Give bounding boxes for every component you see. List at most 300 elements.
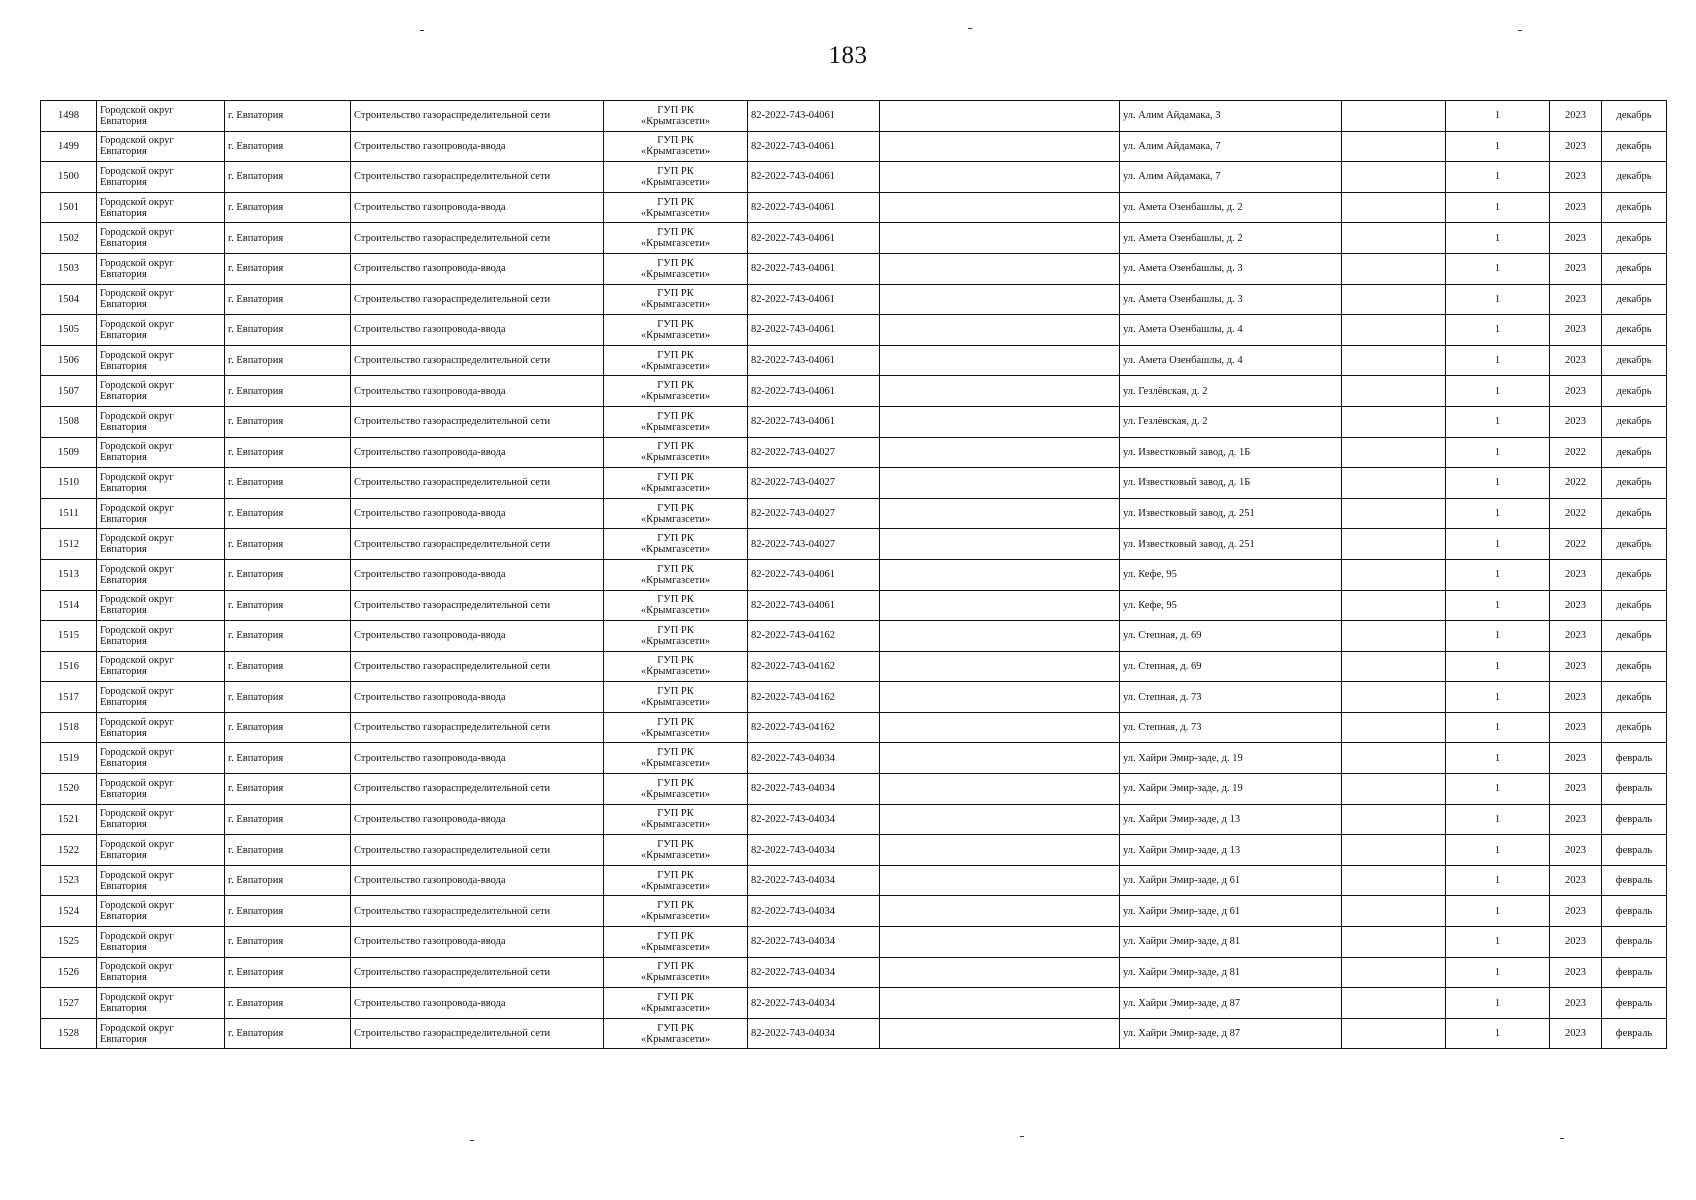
district-cell-line: Городской округ <box>100 655 174 667</box>
quantity-cell: 1 <box>1446 927 1550 958</box>
district-cell-line: Евпатория <box>100 635 147 647</box>
organization-cell-line: «Крымгазсети» <box>640 360 711 372</box>
work-type-cell: Строительство газораспределительной сети <box>351 101 604 132</box>
year-cell: 2022 <box>1550 529 1602 560</box>
district-cell <box>97 284 225 315</box>
district-cell-line: Городской округ <box>100 502 174 514</box>
district-cell-line: Городской округ <box>100 716 174 728</box>
city-cell: г. Евпатория <box>225 804 351 835</box>
project-code-cell: 82-2022-743-04034 <box>748 865 880 896</box>
year-cell: 2023 <box>1550 896 1602 927</box>
month-cell: февраль <box>1602 896 1667 927</box>
city-cell: г. Евпатория <box>225 253 351 284</box>
city-cell: г. Евпатория <box>225 988 351 1019</box>
quantity-cell: 1 <box>1446 896 1550 927</box>
empty-cell <box>1342 1018 1446 1049</box>
empty-cell <box>1342 131 1446 162</box>
district-cell-line: Городской округ <box>100 288 174 300</box>
month-cell: декабрь <box>1602 468 1667 499</box>
organization-cell-line: «Крымгазсети» <box>640 299 711 311</box>
address-cell: ул. Алим Айдамака, 3 <box>1120 101 1342 132</box>
work-type-cell: Строительство газопровода-ввода <box>351 192 604 223</box>
organization-cell <box>604 315 748 346</box>
empty-cell <box>880 621 1120 652</box>
row-number: 1499 <box>41 131 97 162</box>
empty-cell <box>880 315 1120 346</box>
address-cell: ул. Хайри Эмир-заде, д. 19 <box>1120 743 1342 774</box>
district-cell-line: Евпатория <box>100 819 147 831</box>
work-type-cell: Строительство газораспределительной сети <box>351 712 604 743</box>
district-cell-line: Городской округ <box>100 839 174 851</box>
district-cell-line: Городской округ <box>100 410 174 422</box>
organization-cell-line: «Крымгазсети» <box>640 574 711 586</box>
scan-speck <box>968 28 972 29</box>
project-code-cell: 82-2022-743-04034 <box>748 835 880 866</box>
empty-cell <box>880 253 1120 284</box>
project-code-cell: 82-2022-743-04061 <box>748 590 880 621</box>
district-cell-line: Евпатория <box>100 360 147 372</box>
row-number: 1522 <box>41 835 97 866</box>
table-row <box>41 559 1667 590</box>
table-row <box>41 896 1667 927</box>
district-cell <box>97 804 225 835</box>
organization-cell-line: «Крымгазсети» <box>640 788 711 800</box>
district-cell-line: Городской округ <box>100 747 174 759</box>
address-cell: ул. Амета Озенбашлы, д. 3 <box>1120 284 1342 315</box>
city-cell: г. Евпатория <box>225 437 351 468</box>
organization-cell-line: «Крымгазсети» <box>640 544 711 556</box>
row-number: 1528 <box>41 1018 97 1049</box>
work-type-cell: Строительство газопровода-ввода <box>351 315 604 346</box>
month-cell: декабрь <box>1602 376 1667 407</box>
organization-cell-line: «Крымгазсети» <box>640 1003 711 1015</box>
empty-cell <box>880 529 1120 560</box>
organization-cell-line: ГУП РК <box>657 165 694 177</box>
quantity-cell: 1 <box>1446 682 1550 713</box>
quantity-cell: 1 <box>1446 743 1550 774</box>
quantity-cell: 1 <box>1446 590 1550 621</box>
district-cell-line: Евпатория <box>100 299 147 311</box>
empty-cell <box>1342 376 1446 407</box>
year-cell: 2023 <box>1550 804 1602 835</box>
month-cell: декабрь <box>1602 253 1667 284</box>
city-cell: г. Евпатория <box>225 651 351 682</box>
year-cell: 2023 <box>1550 927 1602 958</box>
empty-cell <box>880 865 1120 896</box>
district-cell <box>97 957 225 988</box>
district-cell-line: Евпатория <box>100 1003 147 1015</box>
district-cell-line: Евпатория <box>100 1033 147 1045</box>
organization-cell-line: «Крымгазсети» <box>640 880 711 892</box>
month-cell: декабрь <box>1602 315 1667 346</box>
year-cell: 2023 <box>1550 1018 1602 1049</box>
table-row <box>41 651 1667 682</box>
district-cell-line: Евпатория <box>100 972 147 984</box>
district-cell <box>97 101 225 132</box>
organization-cell <box>604 406 748 437</box>
row-number: 1510 <box>41 468 97 499</box>
district-cell <box>97 406 225 437</box>
empty-cell <box>1342 774 1446 805</box>
empty-cell <box>880 192 1120 223</box>
address-cell: ул. Хайри Эмир-заде, д 87 <box>1120 1018 1342 1049</box>
empty-cell <box>1342 345 1446 376</box>
row-number: 1498 <box>41 101 97 132</box>
month-cell: февраль <box>1602 927 1667 958</box>
project-code-cell: 82-2022-743-04061 <box>748 315 880 346</box>
year-cell: 2023 <box>1550 590 1602 621</box>
empty-cell <box>1342 835 1446 866</box>
district-cell-line: Городской округ <box>100 318 174 330</box>
district-cell-line: Евпатория <box>100 850 147 862</box>
month-cell: декабрь <box>1602 651 1667 682</box>
empty-cell <box>1342 498 1446 529</box>
quantity-cell: 1 <box>1446 131 1550 162</box>
empty-cell <box>1342 621 1446 652</box>
year-cell: 2023 <box>1550 682 1602 713</box>
organization-cell-line: ГУП РК <box>657 410 694 422</box>
year-cell: 2023 <box>1550 345 1602 376</box>
work-type-cell: Строительство газораспределительной сети <box>351 957 604 988</box>
year-cell: 2023 <box>1550 835 1602 866</box>
row-number: 1505 <box>41 315 97 346</box>
district-cell <box>97 988 225 1019</box>
table-row <box>41 682 1667 713</box>
organization-cell-line: ГУП РК <box>657 930 694 942</box>
district-cell <box>97 437 225 468</box>
empty-cell <box>880 284 1120 315</box>
quantity-cell: 1 <box>1446 284 1550 315</box>
district-cell-line: Городской округ <box>100 227 174 239</box>
city-cell: г. Евпатория <box>225 590 351 621</box>
organization-cell <box>604 468 748 499</box>
organization-cell-line: ГУП РК <box>657 257 694 269</box>
organization-cell-line: ГУП РК <box>657 441 694 453</box>
organization-cell-line: ГУП РК <box>657 808 694 820</box>
table-row <box>41 162 1667 193</box>
project-code-cell: 82-2022-743-04061 <box>748 192 880 223</box>
year-cell: 2023 <box>1550 559 1602 590</box>
district-cell-line: Евпатория <box>100 880 147 892</box>
empty-cell <box>1342 927 1446 958</box>
district-cell <box>97 927 225 958</box>
district-cell-line: Городской округ <box>100 165 174 177</box>
row-number: 1506 <box>41 345 97 376</box>
scan-speck <box>1560 1138 1564 1139</box>
table-row <box>41 590 1667 621</box>
row-number: 1503 <box>41 253 97 284</box>
district-cell-line: Городской округ <box>100 135 174 147</box>
city-cell: г. Евпатория <box>225 345 351 376</box>
table-row <box>41 621 1667 652</box>
organization-cell-line: «Крымгазсети» <box>640 1033 711 1045</box>
empty-cell <box>1342 743 1446 774</box>
address-cell: ул. Степная, д. 69 <box>1120 621 1342 652</box>
address-cell: ул. Известковый завод, д. 1Б <box>1120 437 1342 468</box>
empty-cell <box>1342 957 1446 988</box>
row-number: 1525 <box>41 927 97 958</box>
organization-cell-line: ГУП РК <box>657 655 694 667</box>
organization-cell-line: «Крымгазсети» <box>640 146 711 158</box>
quantity-cell: 1 <box>1446 712 1550 743</box>
work-type-cell: Строительство газопровода-ввода <box>351 927 604 958</box>
city-cell: г. Евпатория <box>225 162 351 193</box>
row-number: 1521 <box>41 804 97 835</box>
row-number: 1504 <box>41 284 97 315</box>
organization-cell-line: ГУП РК <box>657 227 694 239</box>
table-row <box>41 835 1667 866</box>
year-cell: 2023 <box>1550 284 1602 315</box>
empty-cell <box>880 957 1120 988</box>
row-number: 1514 <box>41 590 97 621</box>
registry-body <box>41 101 1667 1049</box>
organization-cell-line: ГУП РК <box>657 135 694 147</box>
organization-cell-line: «Крымгазсети» <box>640 268 711 280</box>
address-cell: ул. Амета Озенбашлы, д. 2 <box>1120 192 1342 223</box>
address-cell: ул. Алим Айдамака, 7 <box>1120 131 1342 162</box>
district-cell-line: Евпатория <box>100 605 147 617</box>
project-code-cell: 82-2022-743-04061 <box>748 253 880 284</box>
district-cell-line: Евпатория <box>100 574 147 586</box>
district-cell-line: Городской округ <box>100 104 174 116</box>
city-cell: г. Евпатория <box>225 957 351 988</box>
district-cell-line: Городской округ <box>100 777 174 789</box>
empty-cell <box>1342 988 1446 1019</box>
organization-cell <box>604 621 748 652</box>
organization-cell-line: «Крымгазсети» <box>640 666 711 678</box>
organization-cell-line: ГУП РК <box>657 992 694 1004</box>
quantity-cell: 1 <box>1446 865 1550 896</box>
empty-cell <box>1342 437 1446 468</box>
district-cell-line: Городской округ <box>100 869 174 881</box>
table-row <box>41 957 1667 988</box>
table-row <box>41 223 1667 254</box>
table-row <box>41 468 1667 499</box>
empty-cell <box>880 101 1120 132</box>
empty-cell <box>1342 253 1446 284</box>
empty-cell <box>1342 865 1446 896</box>
work-type-cell: Строительство газопровода-ввода <box>351 743 604 774</box>
district-cell-line: Городской округ <box>100 961 174 973</box>
organization-cell-line: «Крымгазсети» <box>640 176 711 188</box>
organization-cell-line: «Крымгазсети» <box>640 391 711 403</box>
organization-cell <box>604 957 748 988</box>
month-cell: декабрь <box>1602 284 1667 315</box>
city-cell: г. Евпатория <box>225 101 351 132</box>
project-code-cell: 82-2022-743-04061 <box>748 376 880 407</box>
city-cell: г. Евпатория <box>225 192 351 223</box>
table-row <box>41 712 1667 743</box>
empty-cell <box>880 743 1120 774</box>
month-cell: декабрь <box>1602 437 1667 468</box>
district-cell-line: Евпатория <box>100 697 147 709</box>
district-cell-line: Городской округ <box>100 380 174 392</box>
project-code-cell: 82-2022-743-04061 <box>748 406 880 437</box>
district-cell-line: Городской округ <box>100 1022 174 1034</box>
address-cell: ул. Гезлёвская, д. 2 <box>1120 376 1342 407</box>
organization-cell-line: «Крымгазсети» <box>640 727 711 739</box>
row-number: 1507 <box>41 376 97 407</box>
quantity-cell: 1 <box>1446 253 1550 284</box>
city-cell: г. Евпатория <box>225 315 351 346</box>
month-cell: февраль <box>1602 804 1667 835</box>
district-cell <box>97 1018 225 1049</box>
district-cell-line: Евпатория <box>100 513 147 525</box>
work-type-cell: Строительство газораспределительной сети <box>351 162 604 193</box>
month-cell: февраль <box>1602 957 1667 988</box>
project-code-cell: 82-2022-743-04061 <box>748 559 880 590</box>
table-row <box>41 865 1667 896</box>
address-cell: ул. Хайри Эмир-заде, д 61 <box>1120 896 1342 927</box>
organization-cell-line: ГУП РК <box>657 104 694 116</box>
district-cell <box>97 253 225 284</box>
row-number: 1501 <box>41 192 97 223</box>
quantity-cell: 1 <box>1446 559 1550 590</box>
address-cell: ул. Амета Озенбашлы, д. 4 <box>1120 345 1342 376</box>
district-cell <box>97 559 225 590</box>
scan-speck <box>1020 1136 1024 1137</box>
organization-cell-line: «Крымгазсети» <box>640 452 711 464</box>
project-code-cell: 82-2022-743-04162 <box>748 712 880 743</box>
work-type-cell: Строительство газопровода-ввода <box>351 621 604 652</box>
table-row <box>41 498 1667 529</box>
table-row <box>41 284 1667 315</box>
district-cell <box>97 682 225 713</box>
work-type-cell: Строительство газопровода-ввода <box>351 376 604 407</box>
table-row <box>41 774 1667 805</box>
city-cell: г. Евпатория <box>225 743 351 774</box>
empty-cell <box>1342 468 1446 499</box>
quantity-cell: 1 <box>1446 804 1550 835</box>
organization-cell-line: «Крымгазсети» <box>640 819 711 831</box>
year-cell: 2023 <box>1550 651 1602 682</box>
table-row <box>41 376 1667 407</box>
district-cell-line: Евпатория <box>100 176 147 188</box>
quantity-cell: 1 <box>1446 529 1550 560</box>
project-code-cell: 82-2022-743-04034 <box>748 988 880 1019</box>
city-cell: г. Евпатория <box>225 498 351 529</box>
work-type-cell: Строительство газопровода-ввода <box>351 498 604 529</box>
organization-cell-line: ГУП РК <box>657 502 694 514</box>
district-cell-line: Евпатория <box>100 727 147 739</box>
row-number: 1509 <box>41 437 97 468</box>
city-cell: г. Евпатория <box>225 682 351 713</box>
quantity-cell: 1 <box>1446 988 1550 1019</box>
organization-cell <box>604 253 748 284</box>
month-cell: февраль <box>1602 835 1667 866</box>
district-cell <box>97 590 225 621</box>
organization-cell-line: «Крымгазсети» <box>640 635 711 647</box>
district-cell <box>97 651 225 682</box>
district-cell-line: Городской округ <box>100 563 174 575</box>
quantity-cell: 1 <box>1446 957 1550 988</box>
table-row <box>41 743 1667 774</box>
registry-table <box>40 100 1667 1049</box>
table-row <box>41 253 1667 284</box>
organization-cell-line: ГУП РК <box>657 318 694 330</box>
district-cell-line: Евпатория <box>100 207 147 219</box>
city-cell: г. Евпатория <box>225 896 351 927</box>
district-cell <box>97 192 225 223</box>
district-cell-line: Городской округ <box>100 808 174 820</box>
project-code-cell: 82-2022-743-04027 <box>748 498 880 529</box>
address-cell: ул. Алим Айдамака, 7 <box>1120 162 1342 193</box>
organization-cell-line: «Крымгазсети» <box>640 482 711 494</box>
empty-cell <box>1342 223 1446 254</box>
organization-cell-line: ГУП РК <box>657 196 694 208</box>
empty-cell <box>880 712 1120 743</box>
organization-cell <box>604 865 748 896</box>
address-cell: ул. Степная, д. 73 <box>1120 712 1342 743</box>
organization-cell-line: ГУП РК <box>657 288 694 300</box>
organization-cell-line: ГУП РК <box>657 686 694 698</box>
city-cell: г. Евпатория <box>225 376 351 407</box>
district-cell <box>97 835 225 866</box>
work-type-cell: Строительство газораспределительной сети <box>351 529 604 560</box>
month-cell: декабрь <box>1602 223 1667 254</box>
empty-cell <box>880 682 1120 713</box>
work-type-cell: Строительство газораспределительной сети <box>351 774 604 805</box>
organization-cell-line: «Крымгазсети» <box>640 605 711 617</box>
quantity-cell: 1 <box>1446 192 1550 223</box>
district-cell-line: Евпатория <box>100 911 147 923</box>
district-cell-line: Евпатория <box>100 421 147 433</box>
quantity-cell: 1 <box>1446 437 1550 468</box>
organization-cell <box>604 590 748 621</box>
empty-cell <box>880 651 1120 682</box>
year-cell: 2023 <box>1550 162 1602 193</box>
project-code-cell: 82-2022-743-04034 <box>748 1018 880 1049</box>
organization-cell-line: ГУП РК <box>657 716 694 728</box>
city-cell: г. Евпатория <box>225 927 351 958</box>
project-code-cell: 82-2022-743-04034 <box>748 804 880 835</box>
empty-cell <box>1342 192 1446 223</box>
work-type-cell: Строительство газопровода-ввода <box>351 131 604 162</box>
address-cell: ул. Степная, д. 73 <box>1120 682 1342 713</box>
address-cell: ул. Хайри Эмир-заде, д 13 <box>1120 804 1342 835</box>
organization-cell-line: ГУП РК <box>657 594 694 606</box>
organization-cell-line: «Крымгазсети» <box>640 941 711 953</box>
row-number: 1517 <box>41 682 97 713</box>
district-cell <box>97 315 225 346</box>
quantity-cell: 1 <box>1446 1018 1550 1049</box>
address-cell: ул. Амета Озенбашлы, д. 3 <box>1120 253 1342 284</box>
month-cell: февраль <box>1602 774 1667 805</box>
empty-cell <box>1342 162 1446 193</box>
organization-cell-line: ГУП РК <box>657 869 694 881</box>
empty-cell <box>1342 651 1446 682</box>
quantity-cell: 1 <box>1446 498 1550 529</box>
row-number: 1515 <box>41 621 97 652</box>
organization-cell <box>604 682 748 713</box>
quantity-cell: 1 <box>1446 101 1550 132</box>
city-cell: г. Евпатория <box>225 223 351 254</box>
district-cell-line: Евпатория <box>100 115 147 127</box>
district-cell <box>97 865 225 896</box>
district-cell-line: Евпатория <box>100 666 147 678</box>
table-row <box>41 406 1667 437</box>
city-cell: г. Евпатория <box>225 529 351 560</box>
month-cell: декабрь <box>1602 406 1667 437</box>
month-cell: декабрь <box>1602 529 1667 560</box>
organization-cell <box>604 131 748 162</box>
year-cell: 2023 <box>1550 743 1602 774</box>
district-cell-line: Евпатория <box>100 788 147 800</box>
year-cell: 2023 <box>1550 621 1602 652</box>
district-cell-line: Евпатория <box>100 146 147 158</box>
project-code-cell: 82-2022-743-04034 <box>748 927 880 958</box>
year-cell: 2023 <box>1550 192 1602 223</box>
